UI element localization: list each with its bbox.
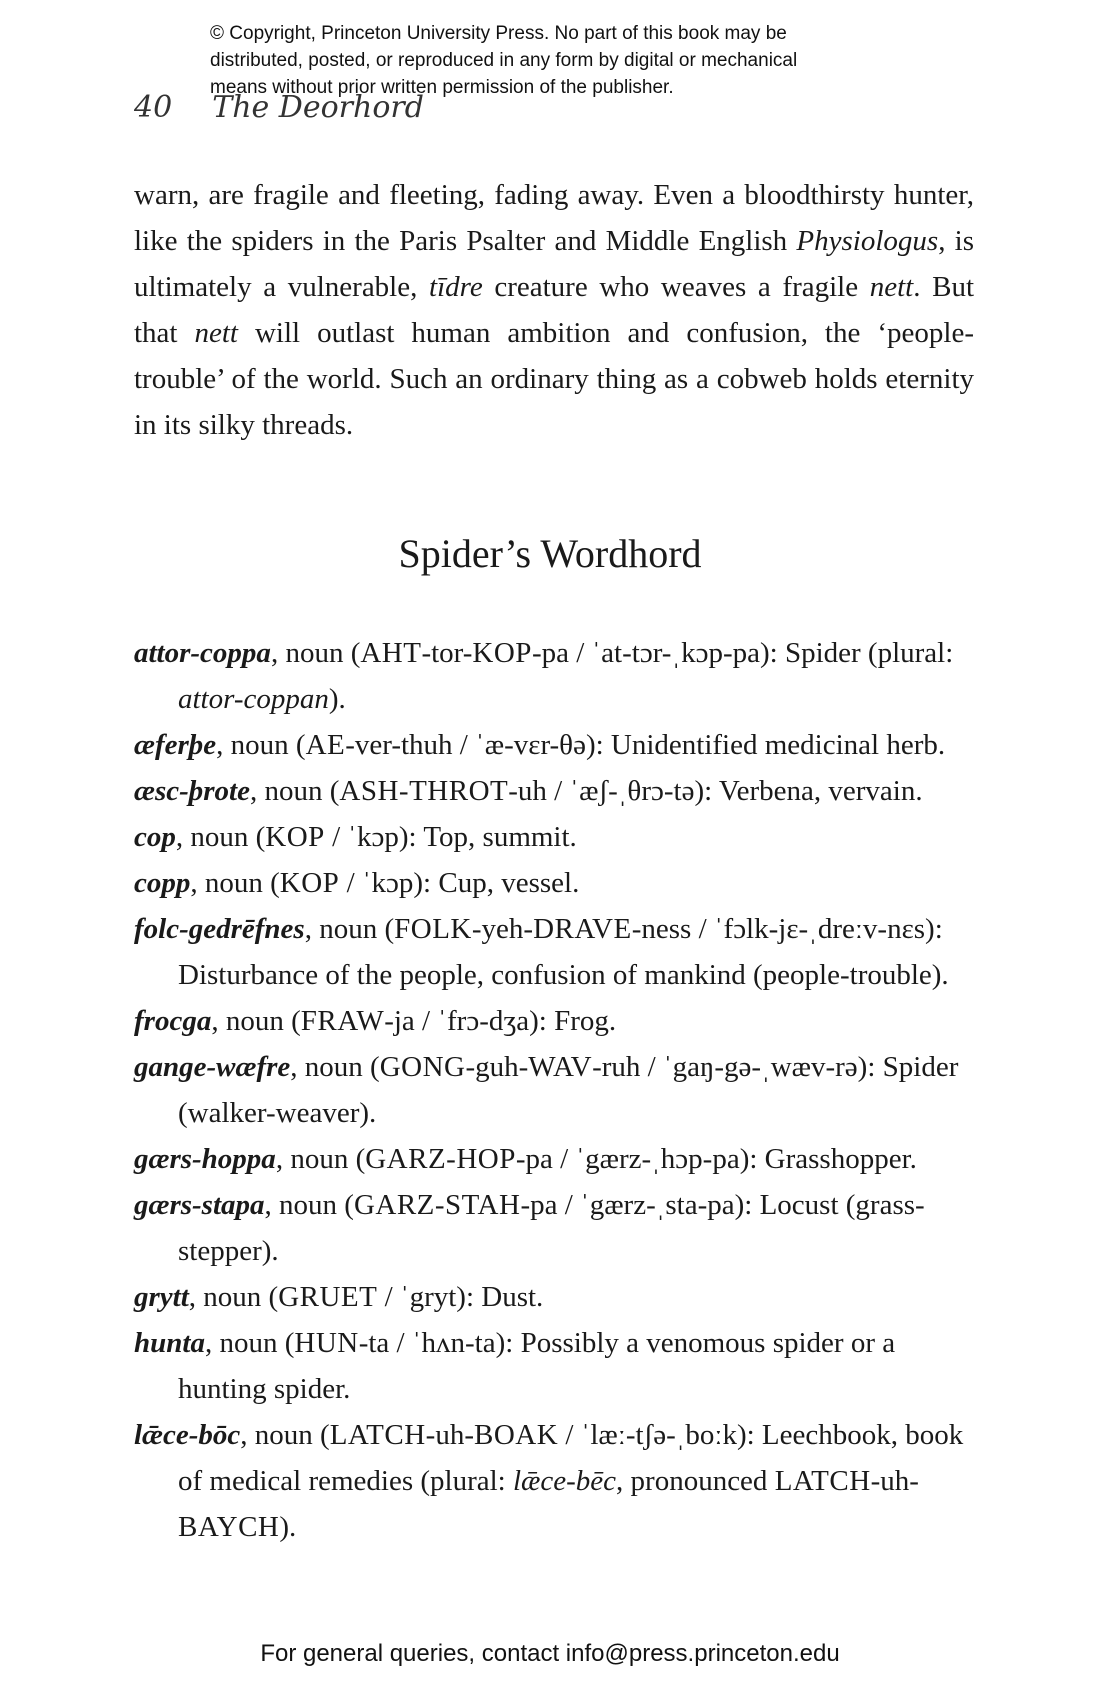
glossary-entry: frocga, noun (FRAW-ja / ˈfrɔ-dʒa): Frog.	[134, 1005, 617, 1037]
italic-run: nett	[869, 271, 914, 303]
body-paragraph	[134, 172, 974, 448]
glossary-entry: æsc-þrote, noun (ASH-THROT-uh / ˈæʃ-ˌθrɔ-tə): Verbena, vervain.	[134, 775, 923, 807]
text-run: . But that	[134, 271, 975, 349]
glossary-entry: gange-wæfre, noun (GONG-guh-WAV-ruh / ˈgaŋ-gə-ˌwæv-rə): Spider (walker-weaver).	[134, 1051, 959, 1129]
text-run: warn, are fragile and fleeting, fading away. Even a bloodthirsty hunter, like the spiders in the Paris Psalter and Middle English	[134, 179, 974, 257]
glossary-entry: cop, noun (KOP / ˈkɔp): Top, summit.	[134, 821, 577, 853]
book-title: The Deorhord	[212, 90, 424, 125]
glossary-list	[134, 630, 984, 1550]
footer-contact: For general queries, contact info@press.princeton.edu	[260, 1640, 840, 1667]
glossary-entry: attor-coppa, noun (AHT-tor-KOP-pa / ˈat-tɔr-ˌkɔp-pa): Spider (plural: attor-coppan).	[134, 637, 954, 715]
glossary-entry: hunta, noun (HUN-ta / ˈhʌn-ta): Possibly a venomous spider or a hunting spider.	[134, 1327, 896, 1405]
section-title: Spider’s Wordhord	[398, 531, 702, 576]
italic-run: nett	[194, 317, 238, 349]
copyright-notice	[210, 20, 930, 101]
glossary-entry: gærs-hoppa, noun (GARZ-HOP-pa / ˈgærz-ˌhɔp-pa): Grasshopper.	[134, 1143, 917, 1175]
text-run: will outlast human ambition and confusion, the ‘people-trouble’ of the world. Such an ordinary thing as a cobweb holds eternity in its silky threads.	[134, 317, 974, 441]
copyright-line: © Copyright, Princeton University Press. No part of this book may be	[210, 23, 787, 44]
copyright-line: means without prior written permission of the publisher.	[210, 77, 674, 98]
glossary-entry: folc-gedrēfnes, noun (FOLK-yeh-DRAVE-ness / ˈfɔlk-jɛ-ˌdreːv-nɛs): Disturbance of the people, confusion of mankind (people-trouble).	[134, 913, 949, 991]
glossary-entry: æferþe, noun (AE-ver-thuh / ˈæ-vɛr-θə): Unidentified medicinal herb.	[134, 729, 946, 761]
italic-run: tīdre	[429, 271, 483, 303]
italic-run: Physiologus	[796, 225, 939, 257]
text-run: , is ultimately a vulnerable,	[134, 225, 974, 303]
glossary-entry: copp, noun (KOP / ˈkɔp): Cup, vessel.	[134, 867, 580, 899]
running-head	[134, 90, 424, 125]
glossary-entry: grytt, noun (GRUET / ˈgryt): Dust.	[134, 1281, 544, 1313]
text-run: creature who weaves a fragile	[482, 271, 870, 303]
glossary-entry: gærs-stapa, noun (GARZ-STAH-pa / ˈgærz-ˌsta-pa): Locust (grass-stepper).	[134, 1189, 925, 1267]
glossary-entry: lǣce-bōc, noun (LATCH-uh-BOAK / ˈlæː-tʃə-ˌboːk): Leechbook, book of medical remedies (plural: lǣce-bēc, pronounced LATCH-uh-BAYCH).	[134, 1419, 964, 1543]
page-number: 40	[134, 90, 173, 125]
copyright-line: distributed, posted, or reproduced in any form by digital or mechanical	[210, 50, 798, 71]
